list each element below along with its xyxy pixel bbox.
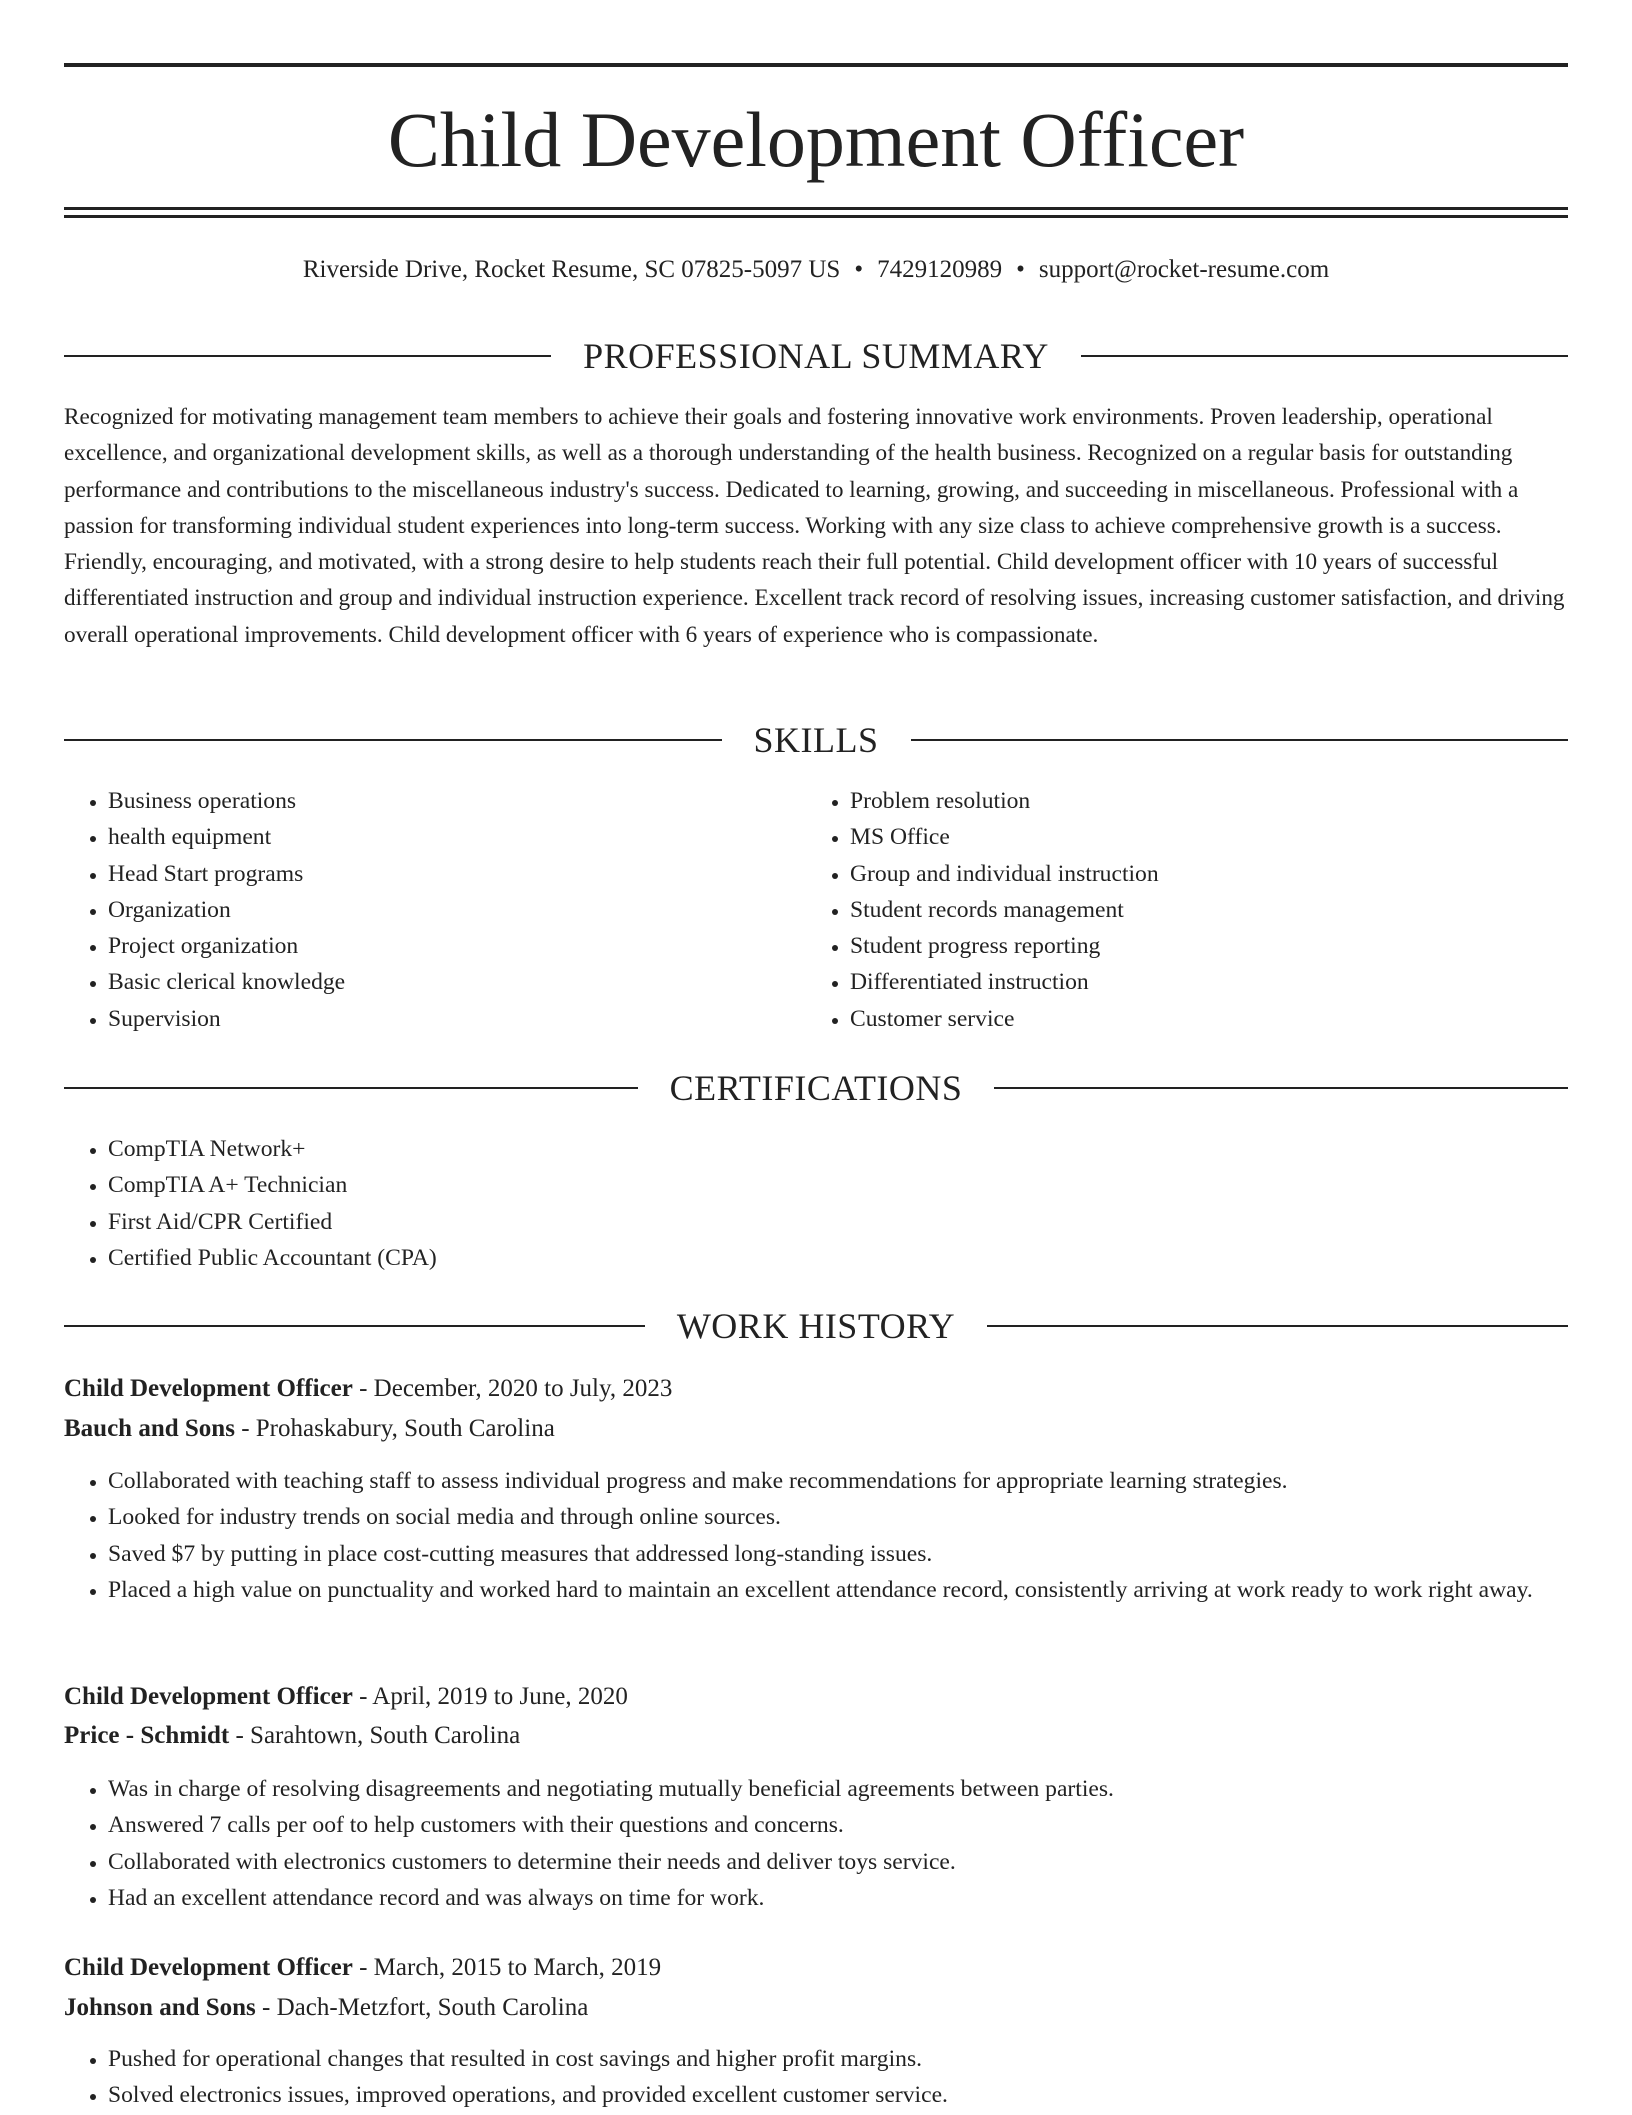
job-bullets (64, 1771, 1568, 1916)
skill-item: • Problem resolution (850, 783, 1570, 819)
header-double-rule-bottom (64, 215, 1568, 218)
job-bullet: • Saved $7 by putting in place cost-cutting measures that addressed long-standing issues. (108, 1536, 1558, 1572)
skill-item: • MS Office (850, 819, 1570, 855)
job-title-line (64, 1679, 1568, 1715)
job-bullet: • Solved electronics issues, improved operations, and provided excellent customer service. (108, 2077, 1558, 2113)
contact-line (64, 253, 1568, 287)
job-title: Child Development Officer (64, 1683, 353, 1710)
certification-item: • Certified Public Accountant (CPA) (108, 1240, 1548, 1276)
heading-rule-left (64, 355, 551, 357)
job-bullet: • Collaborated with teaching staff to assess individual progress and make recommendations for appropriate learning strategies. (108, 1463, 1558, 1499)
job-dates: - March, 2015 to March, 2019 (352, 1954, 662, 1981)
certification-item: • First Aid/CPR Certified (108, 1204, 1548, 1240)
job-bullet: • Had an excellent attendance record and was always on time for work. (108, 1880, 1558, 1916)
section-heading-skills (64, 718, 1568, 762)
job-bullets (64, 2041, 1568, 2114)
job-company: Price - Schmidt (64, 1722, 230, 1749)
contact-separator: • (1016, 256, 1025, 283)
job-dates: - April, 2019 to June, 2020 (352, 1683, 628, 1710)
job-company: Johnson and Sons (64, 1994, 256, 2021)
skill-item: • Supervision (108, 1001, 808, 1037)
skill-item: • Basic clerical knowledge (108, 964, 808, 1000)
skill-item: • Organization (108, 892, 808, 928)
skill-item: • Customer service (850, 1001, 1570, 1037)
contact-address: Riverside Drive, Rocket Resume, SC 07825-5097 US (302, 256, 841, 283)
heading-rule-right (911, 739, 1569, 741)
certification-item: • CompTIA Network+ (108, 1131, 1548, 1167)
job-dates: - December, 2020 to July, 2023 (352, 1375, 673, 1402)
job-bullet: • Collaborated with electronics customers to determine their needs and deliver toys service. (108, 1844, 1558, 1880)
skill-item: • Student records management (850, 892, 1570, 928)
skills-list-right (806, 783, 1570, 1037)
job-company-line (64, 1411, 1568, 1447)
section-title: SKILLS (753, 720, 879, 760)
section-title: WORK HISTORY (676, 1306, 956, 1346)
header-top-rule (64, 63, 1568, 67)
job-location: - Prohaskabury, South Carolina (234, 1415, 555, 1442)
header-double-rule-top (64, 207, 1568, 210)
job-bullet: • Answered 7 calls per oof to help customers with their questions and concerns. (108, 1807, 1558, 1843)
section-heading-work-history (64, 1304, 1568, 1348)
section-title: CERTIFICATIONS (669, 1068, 963, 1108)
job-title: Child Development Officer (64, 1375, 353, 1402)
job-bullet: • Pushed for operational changes that resulted in cost savings and higher profit margins. (108, 2041, 1558, 2077)
job-location: - Sarahtown, South Carolina (229, 1722, 521, 1749)
job-company-line (64, 1990, 1568, 2026)
job-title-line (64, 1950, 1568, 1986)
skill-item: • Project organization (108, 928, 808, 964)
certification-item: • CompTIA A+ Technician (108, 1167, 1548, 1203)
heading-rule-left (64, 1087, 638, 1089)
skill-item: • health equipment (108, 819, 808, 855)
heading-rule-left (64, 1325, 645, 1327)
skills-list-left (64, 783, 808, 1037)
job-company-line (64, 1718, 1568, 1754)
contact-email: support@rocket-resume.com (1038, 256, 1330, 283)
section-heading-certifications (64, 1066, 1568, 1110)
contact-phone: 7429120989 (877, 256, 1003, 283)
section-title: PROFESSIONAL SUMMARY (583, 336, 1049, 376)
job-title: Child Development Officer (64, 1954, 353, 1981)
heading-rule-right (1081, 355, 1568, 357)
skill-item: • Differentiated instruction (850, 964, 1570, 1000)
contact-separator: • (854, 256, 864, 283)
certifications-list (64, 1131, 1548, 1276)
heading-rule-left (64, 739, 722, 741)
job-company: Bauch and Sons (64, 1415, 235, 1442)
skill-item: • Head Start programs (108, 856, 808, 892)
job-bullet: • Looked for industry trends on social media and through online sources. (108, 1499, 1558, 1535)
skill-item: • Group and individual instruction (850, 856, 1570, 892)
job-location: - Dach-Metzfort, South Carolina (255, 1994, 589, 2021)
section-heading-summary (64, 334, 1568, 378)
job-bullet: • Placed a high value on punctuality and worked hard to maintain an excellent attendance record, consistently arriving at work ready to work right away. (108, 1572, 1558, 1608)
job-bullets (64, 1463, 1568, 1608)
heading-rule-right (994, 1087, 1568, 1089)
heading-rule-right (987, 1325, 1568, 1327)
resume-name: Child Development Officer (387, 96, 1245, 183)
skill-item: • Business operations (108, 783, 808, 819)
summary-paragraph: Recognized for motivating management team members to achieve their goals and fostering innovative work environments. Proven leadership, operational excellence, and organizational development skills, as well as a thorough understanding of the health business. Recognized on a regular basis for outstanding performance and contributions to the miscellaneous industry's success. Dedicated to learning, growing, and succeeding in miscellaneous. Professional with a passion for transforming individual student experiences into long-term success. Working with any size class to achieve comprehensive growth is a success. Friendly, encouraging, and motivated, with a strong desire to help students reach their full potential. Child development officer with 10 years of successful differentiated instruction and group and individual instruction experience. Excellent track record of resolving issues, increasing customer satisfaction, and driving overall operational improvements. Child development officer with 6 years of experience who is compassionate. (64, 404, 1565, 648)
job-bullet: • Was in charge of resolving disagreements and negotiating mutually beneficial agreements between parties. (108, 1771, 1558, 1807)
job-title-line (64, 1371, 1568, 1407)
skill-item: • Student progress reporting (850, 928, 1570, 964)
